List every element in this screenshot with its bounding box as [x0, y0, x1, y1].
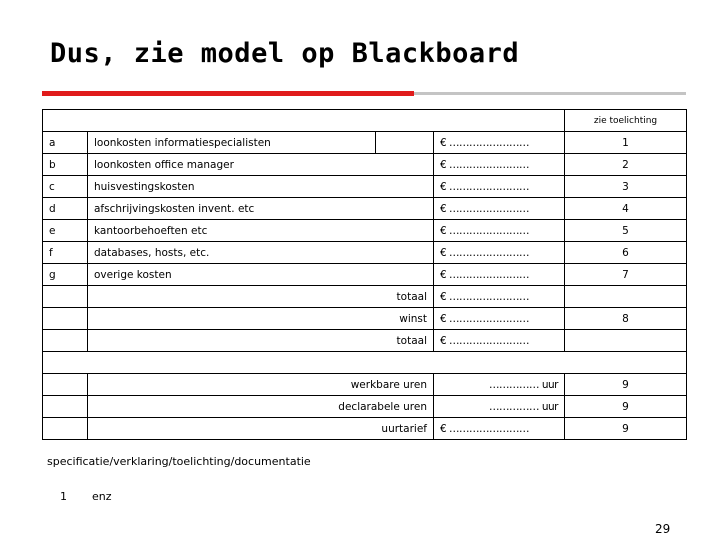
row-note: 1 [565, 132, 687, 154]
hours-amount: …………… uur [434, 374, 565, 396]
hours-label: declarabele uren [88, 396, 434, 418]
header-note-label: zie toelichting [565, 110, 687, 132]
cost-row [43, 132, 687, 154]
totals-amount: € …………………… [434, 330, 565, 352]
row-note: 5 [565, 220, 687, 242]
row-note: 7 [565, 264, 687, 286]
totals-label: winst [88, 308, 434, 330]
row-letter: e [43, 220, 88, 242]
row-letter: d [43, 198, 88, 220]
row-note: 3 [565, 176, 687, 198]
row-label: databases, hosts, etc. [88, 242, 434, 264]
cost-row [43, 198, 687, 220]
specification-text: specificatie/verklaring/toelichting/documentatie [47, 455, 311, 468]
cost-model-table [42, 109, 687, 440]
cost-row [43, 242, 687, 264]
row-note: 2 [565, 154, 687, 176]
row-label: overige kosten [88, 264, 434, 286]
totals-amount: € …………………… [434, 308, 565, 330]
footnote-number: 1 [60, 490, 67, 503]
hours-note: 9 [565, 418, 687, 440]
hours-label: uurtarief [88, 418, 434, 440]
cost-row [43, 154, 687, 176]
hours-note: 9 [565, 374, 687, 396]
row-letter: f [43, 242, 88, 264]
hours-amount: € …………………… [434, 418, 565, 440]
totals-note [565, 330, 687, 352]
hours-row [43, 418, 687, 440]
title-underline-secondary [414, 92, 686, 95]
totals-row [43, 308, 687, 330]
row-amount: € …………………… [434, 176, 565, 198]
totals-label: totaal [88, 286, 434, 308]
row-letter: g [43, 264, 88, 286]
row-amount: € …………………… [434, 220, 565, 242]
hours-label: werkbare uren [88, 374, 434, 396]
totals-amount: € …………………… [434, 286, 565, 308]
totals-note [565, 286, 687, 308]
totals-row [43, 286, 687, 308]
cost-row [43, 264, 687, 286]
spacer-row [43, 352, 687, 374]
totals-row [43, 330, 687, 352]
row-amount: € …………………… [434, 154, 565, 176]
row-label: loonkosten office manager [88, 154, 434, 176]
row-amount: € …………………… [434, 198, 565, 220]
row-label: kantoorbehoeften etc [88, 220, 434, 242]
row-letter: a [43, 132, 88, 154]
row-letter: b [43, 154, 88, 176]
row-label: huisvestingskosten [88, 176, 434, 198]
totals-note: 8 [565, 308, 687, 330]
row-label: loonkosten informatiespecialisten [88, 132, 376, 154]
title-underline-accent [42, 91, 414, 96]
row-amount: € …………………… [434, 264, 565, 286]
row-note: 4 [565, 198, 687, 220]
page-number: 29 [655, 522, 671, 536]
hours-note: 9 [565, 396, 687, 418]
row-label: afschrijvingskosten invent. etc [88, 198, 434, 220]
row-letter: c [43, 176, 88, 198]
hours-amount: …………… uur [434, 396, 565, 418]
row-note: 6 [565, 242, 687, 264]
cost-row [43, 176, 687, 198]
hours-row [43, 396, 687, 418]
row-amount: € …………………… [434, 242, 565, 264]
page-title: Dus, zie model op Blackboard [50, 38, 520, 69]
hours-row [43, 374, 687, 396]
cost-row [43, 220, 687, 242]
totals-label: totaal [88, 330, 434, 352]
footnote-text: enz [92, 490, 112, 503]
row-amount: € …………………… [434, 132, 565, 154]
table-header-row [43, 110, 687, 132]
